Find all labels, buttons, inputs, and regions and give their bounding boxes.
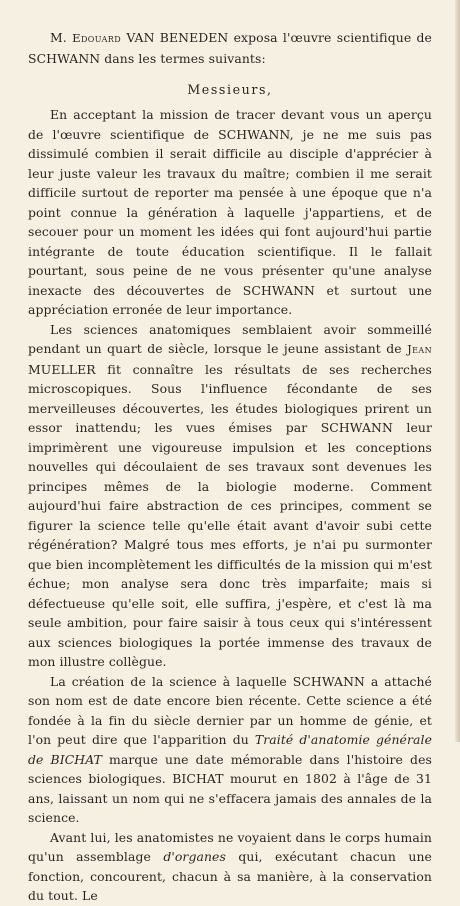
salutation: Messieurs, (187, 82, 273, 97)
paragraph-2-rest: MUELLER fit connaître les résultats de ses recherches microscopiques. Sous l'influence fécondante de ses merveilleuses découvertes, les études biologiques prirent un essor inattendu; les vues émises par SCHWANN leur imprimèrent une vigoureuse impulsion et les conceptions nouvelles qui découlaient de ses travaux sont devenues les principes mêmes de la biologie moderne. Comment aujourd'hui faire abstraction de ces principes, comment se figurer la science telle qu'elle était avant d'avoir subi cette régénération? Malgré tous mes efforts, je n'ai pu surmonter que bien incomplètement les difficultés de la mission qui m'est échue; mon analyse sera donc très imparfaite; mais si défectueuse qu'elle soit, elle suffira, j'espère, et c'est là ma seule ambition, pour faire saisir à tous ceux qui s'intéressent aux sciences biologiques la portée immense des travaux de mon illustre collègue. (28, 361, 432, 669)
paragraph-2 (28, 320, 432, 672)
paragraph-2-name: Jean (407, 342, 432, 356)
paragraph-4-italic: d'organes (163, 849, 226, 864)
paragraph-3-title: Traité d'anatomie générale de BICHAT (28, 732, 433, 767)
intro-paragraph (28, 28, 432, 68)
paragraph-1: En acceptant la mission de tracer devant vous un aperçu de l'œuvre scientifique de SCHWANN, je ne me suis pas dissimulé combien il serait difficile au disciple d'apprécier à leur juste valeur les travaux du maître; combien il me serait difficile surtout de reporter ma pensée à une époque que n'a point connue la génération à laquelle j'appartiens, et de secouer pour un moment les idées qui font aujourd'hui partie intégrante de toute éducation scientifique. Il le fallait pourtant, sous peine de ne vous présenter qu'une analyse inexacte des découvertes de SCHWANN et surtout une appréciation erronée de leur importance. (28, 107, 432, 317)
intro-firstname: Edouard (72, 31, 122, 45)
paragraph-3-rest: marque une date mémorable dans l'histoire des sciences biologiques. BICHAT mourut en 1802 à l'âge de 31 ans, laissant un nom qui ne s'effacera jamais des annales de la science. (28, 751, 432, 825)
paragraph-4-start: Avant lui, les anatomistes ne voyaient dans le corps humain qu'un assemblage (28, 829, 432, 864)
page-edge (455, 0, 460, 742)
paragraph-4 (28, 828, 432, 906)
paragraph-4-rest: qui, exécutant chacun une fonction, concourent, chacun à sa manière, à la conservation du tout. Le (28, 849, 432, 903)
intro-prefix: M. (50, 30, 73, 45)
intro-rest: VAN BENEDEN exposa l'œuvre scientifique de SCHWANN dans les termes suivants: (28, 30, 432, 66)
paragraph-2-start: Les sciences anatomiques semblaient avoir sommeillé pendant un quart de siècle, lorsque le jeune assistant de (28, 321, 432, 356)
paragraph-3-start: La création de la science à laquelle SCHWANN a attaché son nom est de date encore bien récente. Cette science a été fondée à la fin du siècle dernier par un homme de génie, et l'on peut dire que l'apparition du (28, 673, 432, 747)
paragraph-3 (28, 672, 432, 828)
